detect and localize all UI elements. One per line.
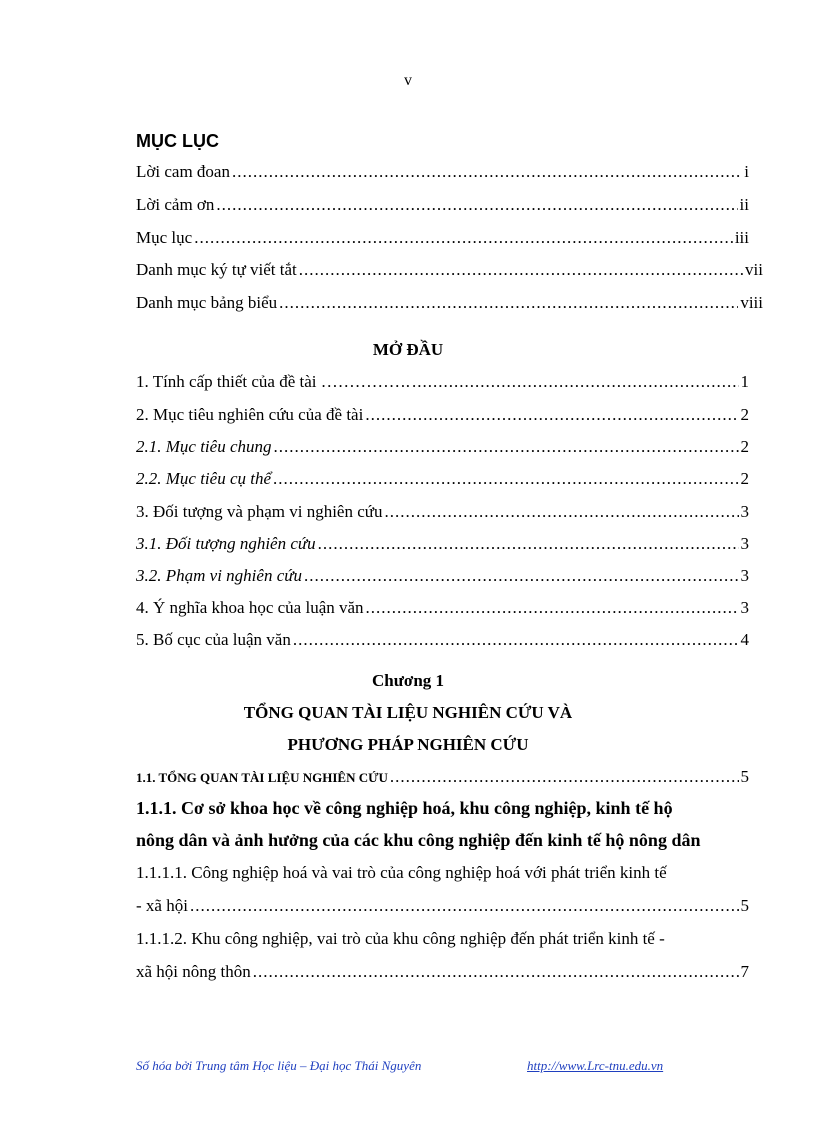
toc-leader-dots: [304, 566, 738, 586]
toc-entry-label: Danh mục ký tự viết tắt: [136, 260, 297, 279]
toc-entry[interactable]: [136, 195, 749, 219]
footer-link[interactable]: http://www.Lrc-tnu.edu.vn: [527, 1058, 664, 1073]
toc-entry-label: Danh mục bảng biểu: [136, 293, 278, 312]
toc-leader-dots: [366, 598, 739, 618]
toc-leader-dots: [390, 767, 739, 787]
toc-entry[interactable]: [136, 228, 749, 252]
toc-entry[interactable]: [136, 767, 749, 791]
toc-leader-dots: [412, 372, 739, 392]
footer-source: Số hóa bởi Trung tâm Học liệu – Đại học Thái Nguyên: [136, 1058, 422, 1073]
toc-leader-dots: [216, 195, 737, 215]
toc-entry-page: iii: [734, 228, 749, 247]
chapter-title-line1: TỔNG QUAN TÀI LIỆU NGHIÊN CỨU VÀ: [243, 703, 573, 722]
toc-entry[interactable]: [136, 630, 749, 654]
toc-leader-dots: [253, 962, 739, 982]
toc-entry[interactable]: [136, 502, 749, 526]
toc-entry[interactable]: [136, 437, 749, 461]
toc-entry-page: 3: [740, 502, 749, 521]
toc-entry-page: viii: [740, 293, 763, 312]
section-1-1-1-line1[interactable]: 1.1.1. Cơ sở khoa học về công nghiệp hoá, khu công nghiệp, kinh tế hộ: [136, 798, 673, 818]
toc-entry-label: 3.2. Phạm vi nghiên cứu: [136, 566, 303, 585]
toc-entry-label: 3.1. Đối tượng nghiên cứu: [136, 534, 316, 553]
toc-entry-page: 3: [740, 534, 749, 553]
toc-entry-page: 2: [740, 469, 749, 488]
toc-leader-dots: [365, 405, 738, 425]
toc-entry-label: 2. Mục tiêu nghiên cứu của đề tài: [136, 405, 364, 424]
toc-entry-page: 4: [740, 630, 749, 649]
toc-entry-label: 4. Ý nghĩa khoa học của luận văn: [136, 598, 364, 617]
toc-entry-page: 2: [740, 437, 749, 456]
toc-entry-label: 1. Tính cấp thiết của đề tài …………….: [136, 372, 410, 391]
toc-entry-page: 7: [740, 962, 749, 981]
toc-entry[interactable]: [136, 566, 749, 590]
intro-heading: MỞ ĐẦU: [372, 340, 444, 359]
chapter-title-line2: PHƯƠNG PHÁP NGHIÊN CỨU: [287, 735, 529, 754]
toc-entry-page: 5: [740, 767, 749, 786]
toc-entry-label: xã hội nông thôn: [136, 962, 251, 981]
toc-title: MỤC LỤC: [136, 131, 219, 151]
toc-entry-label: 1.1. TỔNG QUAN TÀI LIỆU NGHIÊN CỨU: [136, 770, 388, 785]
toc-leader-dots: [279, 293, 738, 313]
toc-entry[interactable]: [136, 372, 749, 396]
section-1-1-1-line2[interactable]: nông dân và ảnh hưởng của các khu công nghiệp đến kinh tế hộ nông dân: [136, 830, 701, 850]
section-1-1-1-1-line1[interactable]: 1.1.1.1. Công nghiệp hoá và vai trò của công nghiệp hoá với phát triển kinh tế: [136, 863, 667, 882]
toc-entry-label: 5. Bố cục của luận văn: [136, 630, 291, 649]
toc-entry-label: 3. Đối tượng và phạm vi nghiên cứu: [136, 502, 383, 521]
chapter-label: Chương 1: [371, 671, 445, 690]
toc-leader-dots: [273, 469, 738, 489]
toc-entry-label: Mục lục: [136, 228, 193, 247]
toc-entry[interactable]: [136, 896, 749, 920]
toc-entry-page: 2: [740, 405, 749, 424]
toc-entry-page: ii: [739, 195, 749, 214]
toc-leader-dots: [194, 228, 733, 248]
toc-entry-page: 5: [740, 896, 749, 915]
toc-entry[interactable]: [136, 469, 749, 493]
toc-leader-dots: [293, 630, 739, 650]
toc-entry-page: i: [744, 162, 749, 181]
toc-entry-page: 3: [740, 566, 749, 585]
toc-leader-dots: [318, 534, 739, 554]
toc-entry[interactable]: [136, 293, 763, 317]
toc-entry[interactable]: [136, 962, 749, 986]
toc-entry[interactable]: [136, 162, 749, 186]
toc-leader-dots: [385, 502, 739, 522]
toc-entry[interactable]: [136, 405, 749, 429]
toc-leader-dots: [274, 437, 739, 457]
toc-entry-page: 3: [740, 598, 749, 617]
toc-entry-page: vii: [745, 260, 763, 279]
toc-entry-page: 1: [740, 372, 749, 391]
toc-leader-dots: [299, 260, 743, 280]
toc-entry[interactable]: [136, 534, 749, 558]
toc-entry-label: 2.1. Mục tiêu chung: [136, 437, 272, 456]
toc-leader-dots: [190, 896, 739, 916]
section-1-1-1-2-line1[interactable]: 1.1.1.2. Khu công nghiệp, vai trò của khu công nghiệp đến phát triển kinh tế -: [136, 929, 665, 948]
toc-entry[interactable]: [136, 260, 763, 284]
toc-leader-dots: [232, 162, 742, 182]
toc-entry-label: Lời cảm ơn: [136, 195, 215, 214]
toc-entry-label: Lời cam đoan: [136, 162, 230, 181]
toc-entry[interactable]: [136, 598, 749, 622]
page-number: v: [404, 72, 412, 89]
toc-entry-label: - xã hội: [136, 896, 188, 915]
toc-entry-label: 2.2. Mục tiêu cụ thể: [136, 469, 272, 488]
